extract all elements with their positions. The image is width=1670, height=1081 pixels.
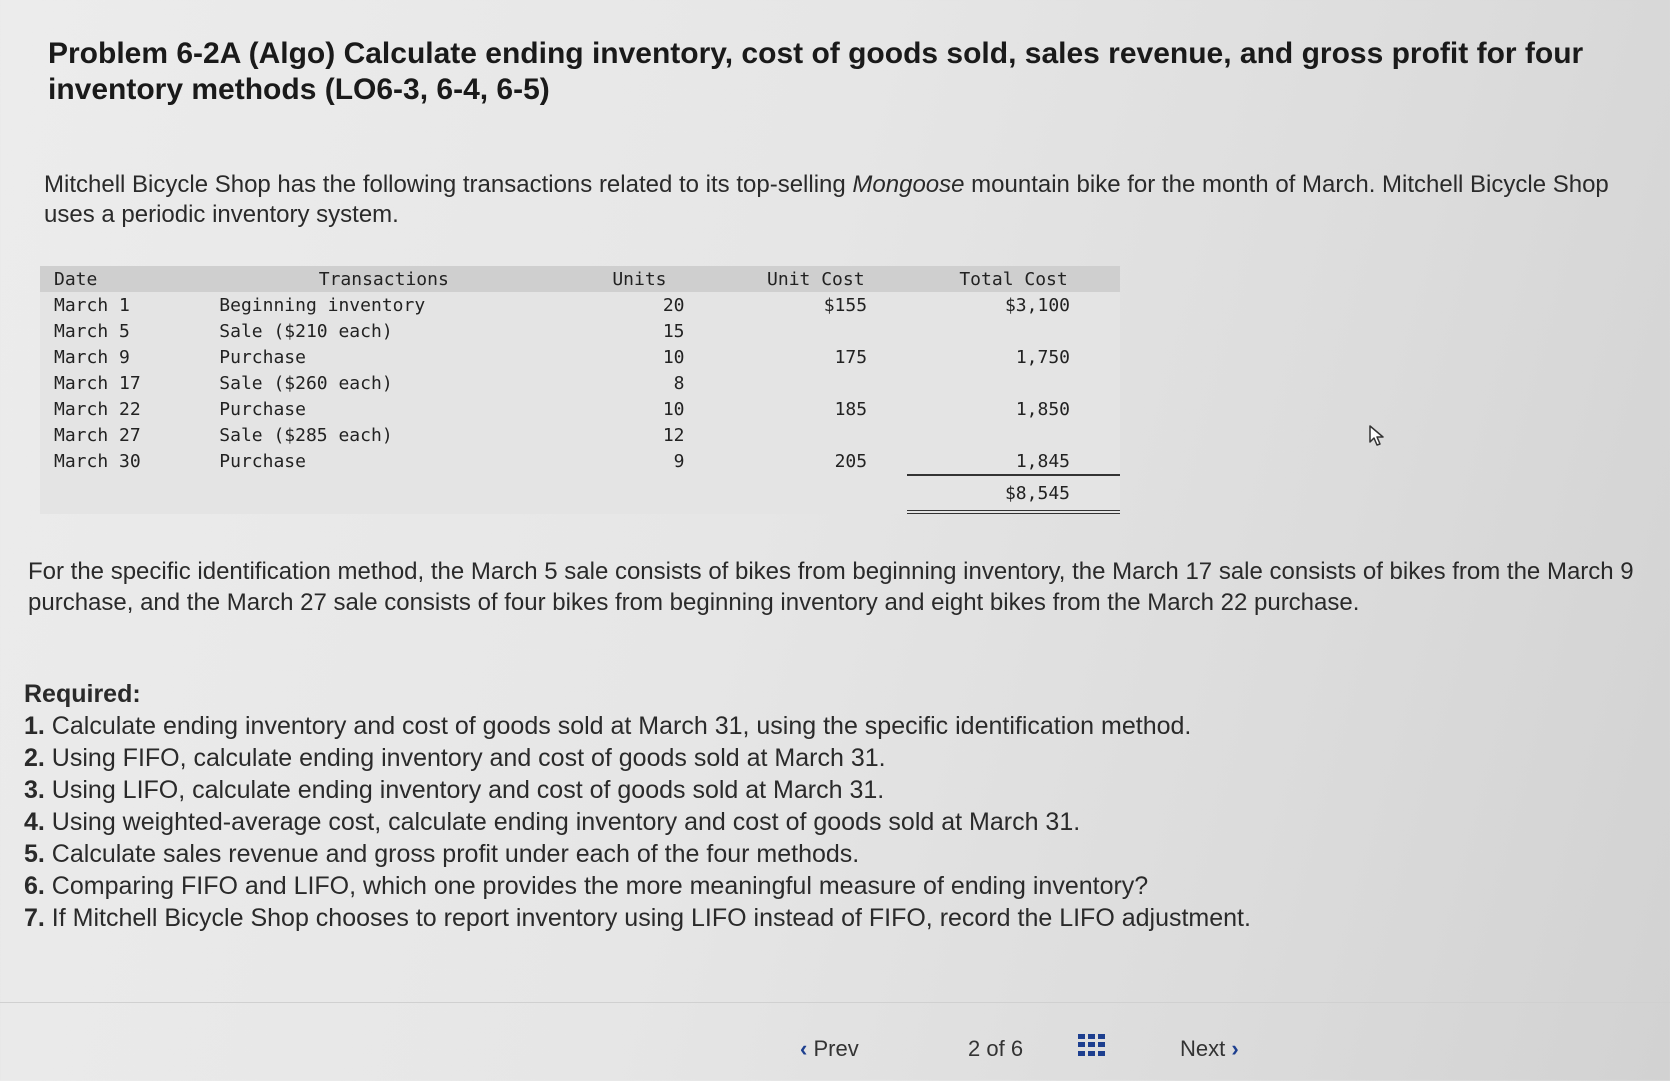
cell-date: March 22 xyxy=(54,398,141,420)
table-row xyxy=(40,396,1120,422)
grid-menu-icon[interactable] xyxy=(1078,1034,1106,1056)
cell-date: March 30 xyxy=(54,451,141,472)
page-total: 6 xyxy=(1010,1036,1024,1061)
header-date: Date xyxy=(40,266,213,292)
problem-intro xyxy=(44,170,1644,230)
grand-total-cost: $8,545 xyxy=(907,475,1120,512)
cell-transaction: Beginning inventory xyxy=(219,294,426,316)
header-unit-cost: Unit Cost xyxy=(725,266,908,292)
item-number: 7. xyxy=(24,904,45,932)
table-row xyxy=(40,422,1120,448)
cell-total-cost: $3,100 xyxy=(1004,294,1070,316)
item-text: Using weighted-average cost, calculate ending inventory and cost of goods sold at March 31. xyxy=(44,808,1081,836)
item-number: 3. xyxy=(24,776,45,804)
item-number: 6. xyxy=(24,872,45,900)
cell-total-cost xyxy=(907,318,1120,344)
page-indicator xyxy=(968,1036,1023,1062)
list-item xyxy=(24,902,1644,934)
cell-transaction: Purchase xyxy=(219,398,306,420)
cell-units: 8 xyxy=(673,372,685,394)
page-of: of xyxy=(986,1036,1005,1061)
item-number: 4. xyxy=(24,808,45,836)
problem-title: Problem 6-2A (Algo) Calculate ending inventory, cost of goods sold, sales revenue, and gross profit for four inventory methods (LO6-3, 6-4, 6-5) xyxy=(48,37,1584,106)
cell-date: March 9 xyxy=(54,346,130,368)
required-list xyxy=(24,710,1644,934)
list-item xyxy=(24,870,1644,902)
cell-unit-cost: 175 xyxy=(834,346,868,368)
list-item xyxy=(24,742,1644,774)
item-text: Calculate ending inventory and cost of goods sold at March 31, using the specific identification method. xyxy=(44,712,1192,740)
cell-date: March 17 xyxy=(54,372,141,394)
required-heading: Required: xyxy=(24,680,141,708)
table-row xyxy=(40,370,1120,396)
specific-identification-note: For the specific identification method, the March 5 sale consists of bikes from beginning inventory, the March 17 sale consists of bikes from the March 9 purchase, and the March 27 sale consists of four bikes from beginning inventory and eight bikes from the March 22 purchase. xyxy=(28,558,1634,616)
item-number: 2. xyxy=(24,744,45,772)
cell-total-cost: 1,750 xyxy=(1015,346,1070,368)
list-item xyxy=(24,806,1644,838)
prev-button[interactable] xyxy=(800,1036,859,1062)
header-transactions: Transactions xyxy=(213,266,554,292)
intro-brand-name: Mongoose xyxy=(852,171,965,198)
cell-units: 12 xyxy=(662,424,685,446)
item-text: Using LIFO, calculate ending inventory and cost of goods sold at March 31. xyxy=(44,776,885,804)
item-text: Comparing FIFO and LIFO, which one provides the more meaningful measure of ending inventory? xyxy=(44,872,1149,900)
header-total-cost: Total Cost xyxy=(907,266,1120,292)
next-button[interactable] xyxy=(1180,1036,1239,1062)
table-row xyxy=(40,344,1120,370)
cell-units: 9 xyxy=(673,451,685,472)
prev-label: Prev xyxy=(813,1036,859,1061)
intro-text-1: Mitchell Bicycle Shop has the following transactions related to its top-selling xyxy=(44,171,853,198)
cell-transaction: Purchase xyxy=(219,346,306,368)
required-section xyxy=(24,678,1644,934)
grand-total-row xyxy=(40,475,1120,512)
table-row xyxy=(40,318,1120,344)
cell-transaction: Purchase xyxy=(219,451,306,472)
cell-total-cost xyxy=(907,370,1120,396)
cell-units: 20 xyxy=(662,294,685,316)
cell-units: 15 xyxy=(662,320,685,342)
table-header-row xyxy=(40,266,1120,292)
cell-date: March 27 xyxy=(54,424,141,446)
inventory-transactions-table xyxy=(40,266,1120,514)
cell-unit-cost: 185 xyxy=(834,398,868,420)
cell-transaction: Sale ($210 each) xyxy=(219,320,393,342)
cell-total-cost: 1,850 xyxy=(1015,398,1070,420)
table-row xyxy=(40,292,1120,318)
list-item xyxy=(24,774,1644,806)
item-text: Using FIFO, calculate ending inventory and cost of goods sold at March 31. xyxy=(44,744,886,772)
cell-transaction: Sale ($285 each) xyxy=(219,424,393,446)
item-number: 1. xyxy=(24,712,45,740)
list-item xyxy=(24,710,1644,742)
cell-unit-cost xyxy=(725,318,908,344)
cell-unit-cost: 205 xyxy=(834,451,868,472)
item-number: 5. xyxy=(24,840,45,868)
item-text: If Mitchell Bicycle Shop chooses to report inventory using LIFO instead of FIFO, record the LIFO adjustment. xyxy=(44,904,1251,932)
mouse-cursor-icon xyxy=(1368,424,1390,448)
table-row xyxy=(40,448,1120,475)
chevron-right-icon: › xyxy=(1231,1036,1239,1061)
cell-date: March 5 xyxy=(54,320,130,342)
cell-date: March 1 xyxy=(54,294,130,316)
cell-transaction: Sale ($260 each) xyxy=(219,372,393,394)
intro-text-2: mountain bike for the month of March. Mitchell Bicycle Shop uses a periodic inventory system. xyxy=(44,171,1609,228)
cell-total-cost xyxy=(907,422,1120,448)
cell-units: 10 xyxy=(662,346,685,368)
item-text: Calculate sales revenue and gross profit under each of the four methods. xyxy=(44,840,860,868)
cell-units: 10 xyxy=(662,398,685,420)
chevron-left-icon: ‹ xyxy=(800,1036,808,1061)
list-item xyxy=(24,838,1644,870)
cell-unit-cost xyxy=(725,422,908,448)
cell-unit-cost: $155 xyxy=(823,294,868,316)
next-label: Next xyxy=(1180,1036,1226,1061)
header-units: Units xyxy=(554,266,724,292)
cell-total-cost: 1,845 xyxy=(907,448,1120,475)
page-current: 2 xyxy=(968,1036,981,1061)
cell-unit-cost xyxy=(725,370,908,396)
